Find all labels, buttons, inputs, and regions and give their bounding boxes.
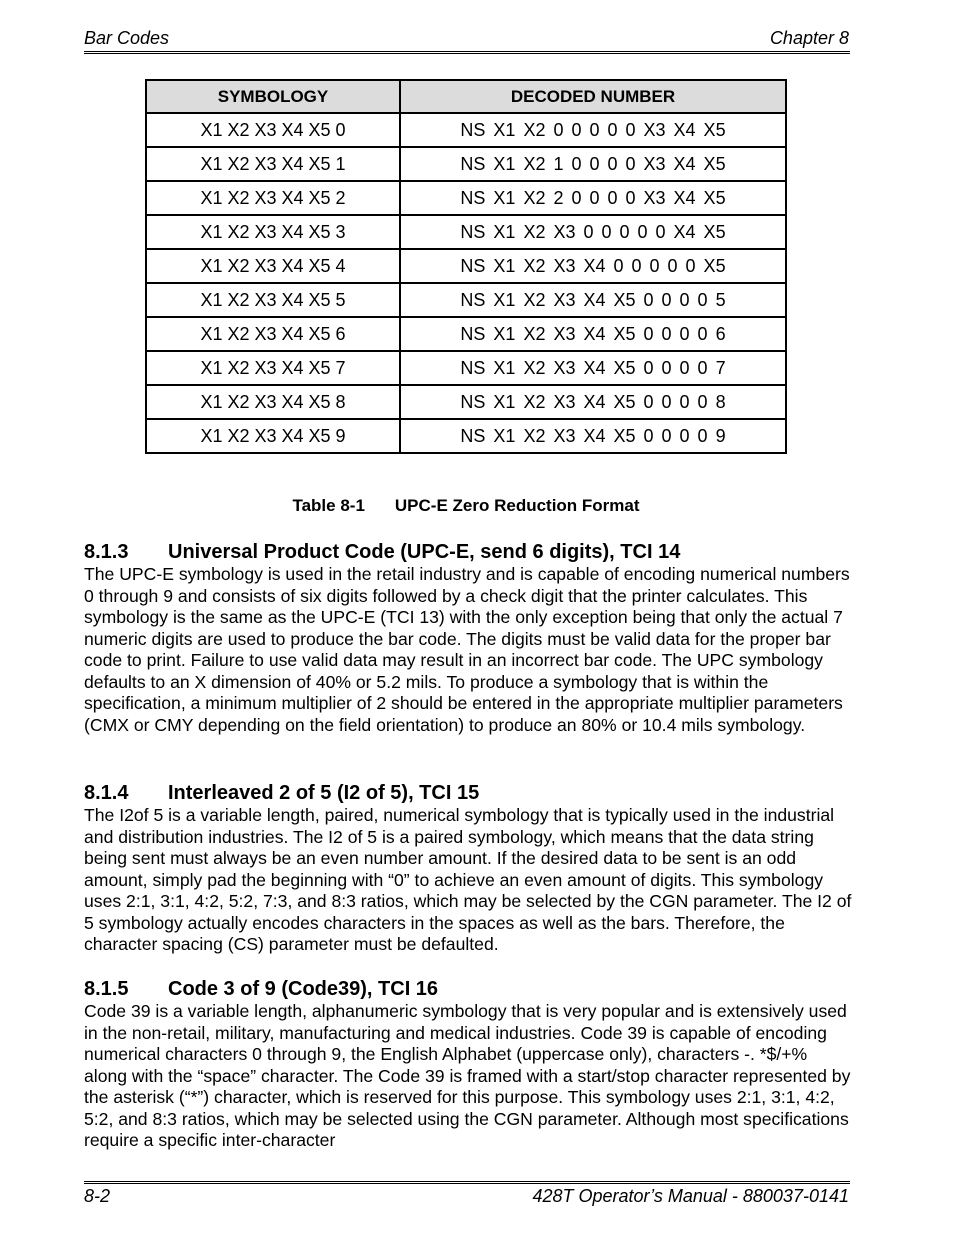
decoded-number-cell: NS X1 X2 X3 X4 X5 0 0 0 0 6 xyxy=(400,317,786,351)
table-row xyxy=(146,317,786,351)
symbology-cell: X1 X2 X3 X4 X5 7 xyxy=(146,351,400,385)
symbology-cell: X1 X2 X3 X4 X5 6 xyxy=(146,317,400,351)
section-body: The I2of 5 is a variable length, paired, numerical symbology that is typically used in the industrial and distribution industries. The I2 of 5 is a paired symbology, which means that the data string being sent must always be an even number amount. If the desired data to be sent is an odd amount, simply pad the beginning with “0” to achieve an even amount of digits. This symbology uses 2:1, 3:1, 4:2, 5:2, 7:3, and 8:3 ratios, which may be selected by the CGN parameter. The I2 of 5 symbology actually encodes characters in the spaces as well as the bars. Therefore, the character spacing (CS) parameter must be defaulted. xyxy=(84,805,852,954)
table-row xyxy=(146,113,786,147)
table-caption-title: UPC-E Zero Reduction Format xyxy=(394,496,640,515)
table-row xyxy=(146,385,786,419)
decoded-number-cell: NS X1 X2 X3 X4 X5 0 0 0 0 5 xyxy=(400,283,786,317)
section-8-1-3 xyxy=(84,540,852,736)
section-number: 8.1.3 xyxy=(84,541,129,563)
section-heading xyxy=(84,781,852,805)
header-rule xyxy=(84,51,850,54)
section-heading xyxy=(84,977,852,1001)
table-caption xyxy=(0,496,932,516)
column-header-decoded-number: DECODED NUMBER xyxy=(400,80,786,113)
footer-rule xyxy=(84,1181,850,1184)
table-caption-label: Table 8-1 xyxy=(292,496,365,515)
decoded-number-cell: NS X1 X2 X3 X4 X5 0 0 0 0 9 xyxy=(400,419,786,453)
table-row xyxy=(146,147,786,181)
section-number: 8.1.5 xyxy=(84,978,129,1000)
section-body: Code 39 is a variable length, alphanumeric symbology that is very popular and is extensively used in the non-retail, military, manufacturing and medical industries. Code 39 is capable of encoding numerical characters 0 through 9, the English Alphabet (uppercase only), characters -. *$/+% along with the “space” character. The Code 39 is framed with a start/stop character represented by the asterisk (“*”) character, which is reserved for this purpose. This symbology uses 2:1, 3:1, 4:2, 5:2, and 8:3 ratios, which may be selected using the CGN parameter. Although most specifications require a specific inter-character xyxy=(84,1001,851,1150)
table-header-row xyxy=(146,80,786,113)
table-row xyxy=(146,351,786,385)
section-heading xyxy=(84,540,852,564)
table-row xyxy=(146,215,786,249)
section-body: The UPC-E symbology is used in the retail industry and is capable of encoding numerical numbers 0 through 9 and consists of six digits followed by a check digit that the printer calculates. This symbology is the same as the UPC-E (TCI 13) with the only exception being that only the actual 7 numeric digits are used to produce the bar code. The digits must be valid data for the proper bar code to print. Failure to use valid data may result in an incorrect bar code. The UPC symbology defaults to an X dimension of 40% or 5.2 mils. To produce a symbology that is within the specification, a minimum multiplier of 2 should be entered in the appropriate multiplier parameters (CMX or CMY depending on the field orientation) to produce an 80% or 10.4 mils symbology. xyxy=(84,564,850,735)
decoded-number-cell: NS X1 X2 X3 X4 X5 0 0 0 0 8 xyxy=(400,385,786,419)
table-row xyxy=(146,283,786,317)
symbology-cell: X1 X2 X3 X4 X5 5 xyxy=(146,283,400,317)
section-8-1-4 xyxy=(84,781,852,956)
page-number: 8-2 xyxy=(84,1186,111,1206)
decoded-number-cell: NS X1 X2 X3 0 0 0 0 0 X4 X5 xyxy=(400,215,786,249)
section-8-1-5 xyxy=(84,977,852,1152)
decoded-number-cell: NS X1 X2 X3 X4 0 0 0 0 0 X5 xyxy=(400,249,786,283)
symbology-cell: X1 X2 X3 X4 X5 4 xyxy=(146,249,400,283)
running-header-right: Chapter 8 xyxy=(769,28,849,48)
decoded-number-cell: NS X1 X2 1 0 0 0 0 X3 X4 X5 xyxy=(400,147,786,181)
symbology-cell: X1 X2 X3 X4 X5 3 xyxy=(146,215,400,249)
decoded-number-cell: NS X1 X2 0 0 0 0 0 X3 X4 X5 xyxy=(400,113,786,147)
symbology-cell: X1 X2 X3 X4 X5 8 xyxy=(146,385,400,419)
table-row xyxy=(146,249,786,283)
section-number: 8.1.4 xyxy=(84,782,129,804)
running-header-left: Bar Codes xyxy=(84,28,170,48)
decoded-number-cell: NS X1 X2 X3 X4 X5 0 0 0 0 7 xyxy=(400,351,786,385)
symbology-cell: X1 X2 X3 X4 X5 2 xyxy=(146,181,400,215)
table-row xyxy=(146,419,786,453)
upc-e-zero-reduction-table xyxy=(145,79,787,454)
section-title: Code 3 of 9 (Code39), TCI 16 xyxy=(168,978,439,1000)
section-title: Interleaved 2 of 5 (I2 of 5), TCI 15 xyxy=(168,782,480,804)
symbology-cell: X1 X2 X3 X4 X5 9 xyxy=(146,419,400,453)
decoded-number-cell: NS X1 X2 2 0 0 0 0 X3 X4 X5 xyxy=(400,181,786,215)
symbology-cell: X1 X2 X3 X4 X5 1 xyxy=(146,147,400,181)
manual-title: 428T Operator’s Manual - 880037-0141 xyxy=(532,1186,849,1206)
column-header-symbology: SYMBOLOGY xyxy=(146,80,400,113)
symbology-cell: X1 X2 X3 X4 X5 0 xyxy=(146,113,400,147)
section-title: Universal Product Code (UPC-E, send 6 digits), TCI 14 xyxy=(168,541,681,563)
table-row xyxy=(146,181,786,215)
